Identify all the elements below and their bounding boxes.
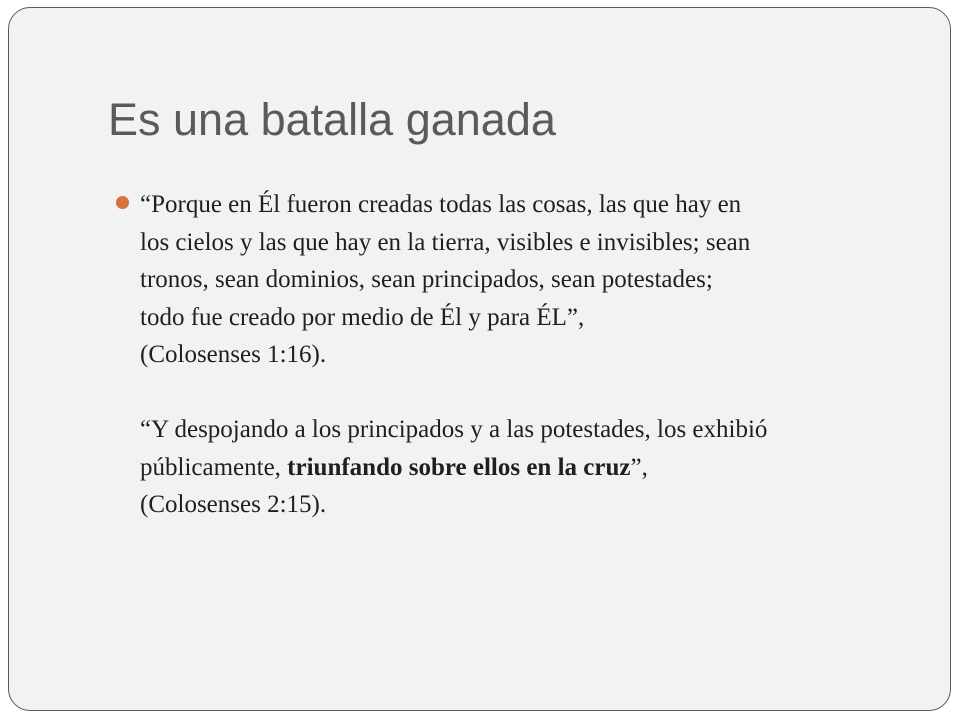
quote2-line-2-end: ”, <box>630 453 648 481</box>
quote1-line-1: “Porque en Él fueron creadas todas las cosas, las que hay en <box>140 191 742 218</box>
quote1-reference: (Colosenses 1:16). <box>140 341 327 368</box>
quote2-line-2-start: públicamente, <box>140 453 288 481</box>
slide-title: Es una batalla ganada <box>108 94 556 145</box>
paragraph-spacer <box>140 374 920 412</box>
quote2-line-1: “Y despojando a los principados y a las potestades, los exhibió <box>140 416 768 443</box>
quote2-emphasis: triunfando sobre ellos en la cruz <box>287 453 631 481</box>
quote1-line-2: los cielos y las que hay en la tierra, visibles e invisibles; sean <box>140 228 751 256</box>
slide-body <box>140 186 920 524</box>
bullet-icon <box>116 196 129 209</box>
quote2-line-2 <box>140 449 920 487</box>
quote1-line-3: tronos, sean dominios, sean principados, sean potestades; <box>140 266 713 293</box>
quote1-line-4: todo fue creado por medio de Él y para ÉL”, <box>140 303 585 331</box>
quote2-reference: (Colosenses 2:15). <box>140 491 327 518</box>
slide <box>8 7 951 711</box>
quote-colosenses-2-15 <box>140 411 920 524</box>
quote-colosenses-1-16 <box>140 186 920 374</box>
